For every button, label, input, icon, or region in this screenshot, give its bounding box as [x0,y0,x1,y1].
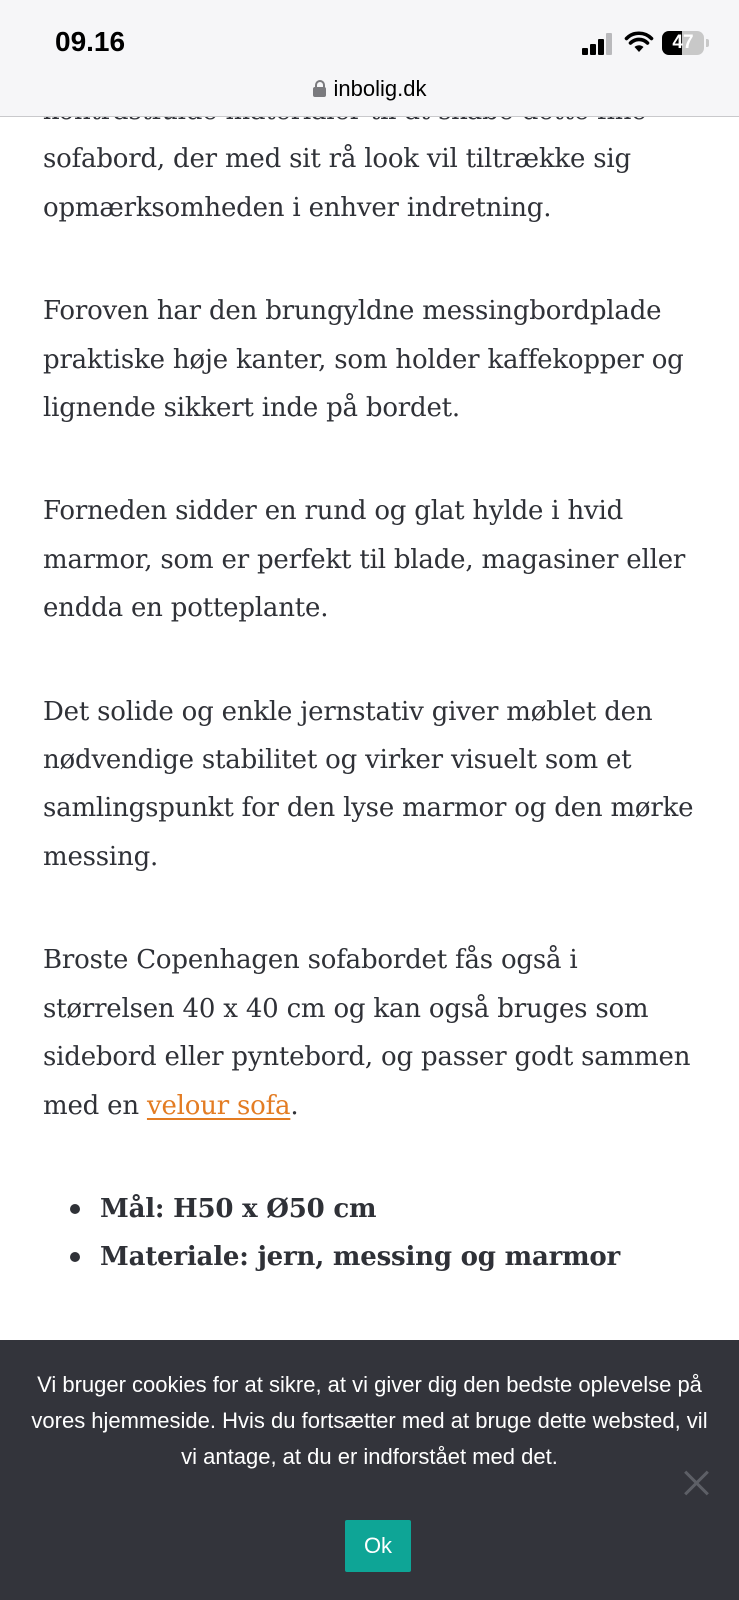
velour-sofa-link[interactable]: velour sofa [146,1090,291,1121]
paragraph-text: sofabord, der med sit rå look vil tiltrække sig opmærksomheden i enhver indretning. [43,144,631,223]
address-bar[interactable] [0,76,739,102]
lock-icon [313,80,326,97]
paragraph-text: Broste Copenhagen sofabordet fås også i størrelsen 40 x 40 cm og kan også bruges som sidebord eller pyntebord, og passer godt sammen med en [43,945,691,1121]
close-icon[interactable] [683,1470,709,1496]
cookie-message: Vi bruger cookies for at sikre, at vi giver dig den bedste oplevelse på vores hjemmeside. Hvis du fortsætter med at bruge dette websted, vil vi antage, at du er indforstået med det. [31,1372,708,1469]
spec-dimensions: Mål: H50 x Ø50 cm [100,1193,377,1224]
article-body [43,87,703,1281]
status-time: 09.16 [55,26,126,57]
list-item [100,1233,703,1281]
cookie-ok-button[interactable]: Ok [345,1520,411,1572]
paragraph-end: . [290,1090,299,1121]
list-item [100,1185,703,1233]
spec-list [43,1185,703,1281]
spec-material: Materiale: jern, messing og marmor [100,1241,621,1272]
address-domain: inbolig.dk [333,76,427,101]
battery-tip [706,39,709,47]
cookie-banner [0,1340,739,1600]
signal-icon [582,33,614,55]
bullet-icon [70,1252,80,1262]
battery-icon [662,31,704,55]
bullet-icon [70,1204,80,1214]
battery-level: 47 [672,32,694,53]
browser-top-bar [0,0,739,117]
article-paragraph-5 [43,936,703,1130]
article-paragraph-2: Foroven har den brungyldne messingbordplade praktiske høje kanter, som holder kaffekopper og lignende sikkert inde på bordet. [43,296,684,424]
battery-body [662,31,704,55]
article-paragraph-4: Det solide og enkle jernstativ giver møblet den nødvendige stabilitet og virker visuelt som et samlingspunkt for den lyse marmor og den mørke messing. [43,696,694,872]
wifi-icon [624,30,654,54]
article-paragraph-3: Forneden sidder en rund og glat hylde i hvid marmor, som er perfekt til blade, magasiner eller endda en potteplante. [43,496,686,624]
